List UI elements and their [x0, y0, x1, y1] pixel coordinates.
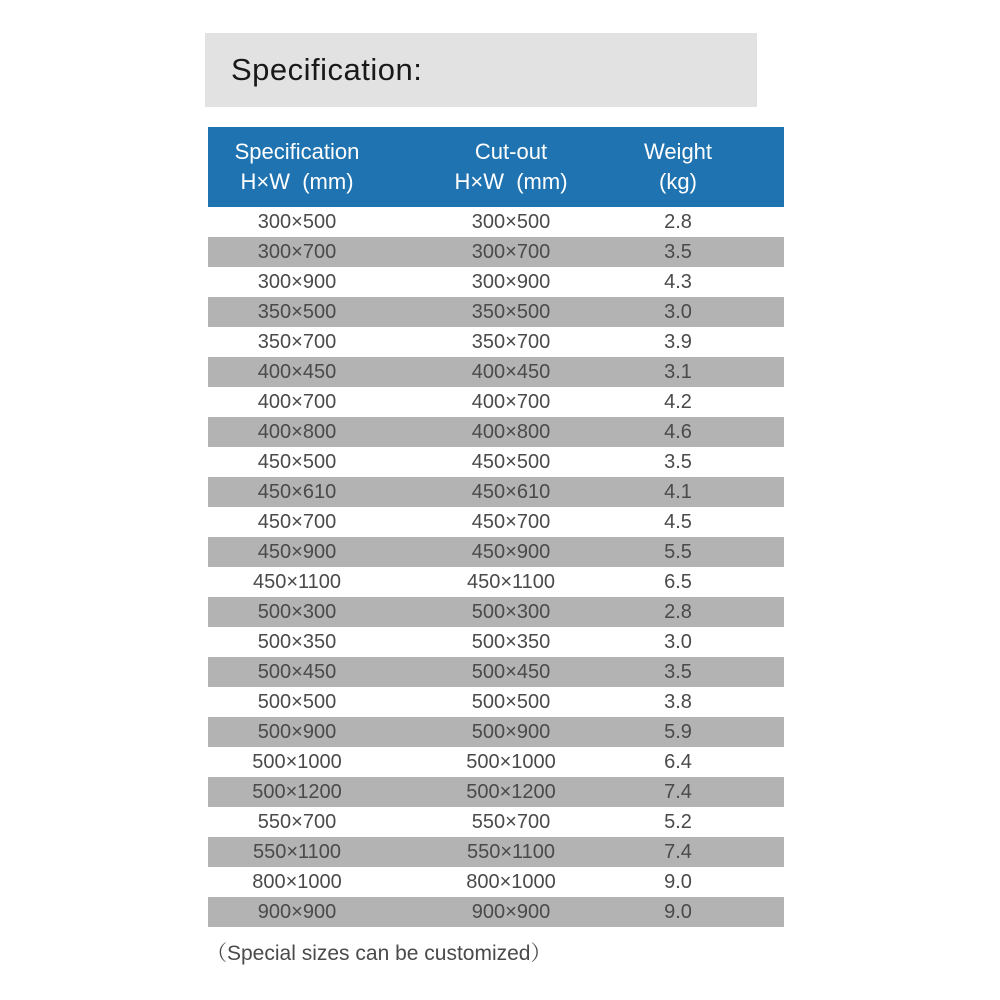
- spec-cell: 350×700: [257, 330, 337, 353]
- spec-cell: 400×800: [257, 420, 337, 443]
- spec-cell: 500×900: [257, 720, 337, 743]
- spec-cell: 550×700: [257, 810, 337, 833]
- column-header-weight: Weight (kg): [643, 139, 713, 194]
- table-row: [208, 657, 784, 687]
- spec-cell: 500×300: [257, 600, 337, 623]
- table-body: [208, 207, 784, 927]
- weight-cell: 3.8: [664, 690, 692, 713]
- table-row: [208, 537, 784, 567]
- cutout-cell: 450×1100: [466, 570, 556, 593]
- cutout-cell: 450×610: [471, 480, 551, 503]
- spec-cell: 450×900: [257, 540, 337, 563]
- weight-cell: 5.2: [664, 810, 692, 833]
- weight-cell: 9.0: [664, 900, 692, 923]
- table-row: [208, 597, 784, 627]
- spec-cell: 400×450: [257, 360, 337, 383]
- table-row: [208, 477, 784, 507]
- table-row: [208, 687, 784, 717]
- weight-cell: 3.5: [664, 240, 692, 263]
- weight-cell: 3.1: [664, 360, 692, 383]
- spec-cell: 300×700: [257, 240, 337, 263]
- weight-cell: 3.0: [664, 630, 692, 653]
- weight-cell: 4.2: [664, 390, 692, 413]
- spec-cell: 500×1200: [252, 780, 342, 803]
- table-row: [208, 207, 784, 237]
- table-row: [208, 897, 784, 927]
- table-row: [208, 417, 784, 447]
- table-row: [208, 807, 784, 837]
- spec-cell: 900×900: [257, 900, 337, 923]
- spec-cell: 450×610: [257, 480, 337, 503]
- table-row: [208, 627, 784, 657]
- table-row: [208, 327, 784, 357]
- weight-cell: 7.4: [664, 840, 692, 863]
- cutout-cell: 350×700: [471, 330, 551, 353]
- table-row: [208, 507, 784, 537]
- spec-cell: 500×450: [257, 660, 337, 683]
- weight-cell: 2.8: [664, 210, 692, 233]
- cutout-cell: 550×1100: [466, 840, 556, 863]
- table-row: [208, 447, 784, 477]
- cutout-cell: 400×700: [471, 390, 551, 413]
- cutout-cell: 450×500: [471, 450, 551, 473]
- table-row: [208, 837, 784, 867]
- spec-cell: 550×1100: [252, 840, 342, 863]
- spec-cell: 300×500: [257, 210, 337, 233]
- cutout-cell: 500×500: [471, 690, 551, 713]
- page-title: Specification:: [231, 52, 423, 87]
- weight-cell: 3.5: [664, 660, 692, 683]
- weight-cell: 5.9: [664, 720, 692, 743]
- table-row: [208, 747, 784, 777]
- cutout-cell: 450×700: [471, 510, 551, 533]
- weight-cell: 2.8: [664, 600, 692, 623]
- spec-cell: 500×1000: [252, 750, 342, 773]
- weight-cell: 3.5: [664, 450, 692, 473]
- cutout-cell: 400×450: [471, 360, 551, 383]
- weight-cell: 6.4: [664, 750, 692, 773]
- cutout-cell: 350×500: [471, 300, 551, 323]
- cutout-cell: 300×900: [471, 270, 551, 293]
- section-title-bar: [205, 33, 757, 107]
- table-row: [208, 237, 784, 267]
- spec-cell: 800×1000: [252, 870, 342, 893]
- table-row: [208, 717, 784, 747]
- cutout-cell: 450×900: [471, 540, 551, 563]
- spec-cell: 300×900: [257, 270, 337, 293]
- spec-cell: 450×1100: [252, 570, 342, 593]
- weight-cell: 3.0: [664, 300, 692, 323]
- weight-cell: 9.0: [664, 870, 692, 893]
- cutout-cell: 500×450: [471, 660, 551, 683]
- spec-cell: 400×700: [257, 390, 337, 413]
- cutout-cell: 500×900: [471, 720, 551, 743]
- table-header-row: [208, 127, 784, 207]
- weight-cell: 6.5: [664, 570, 692, 593]
- table-row: [208, 387, 784, 417]
- weight-cell: 4.1: [664, 480, 692, 503]
- column-header-specification: Specification H×W (mm): [234, 139, 360, 194]
- cutout-cell: 500×1000: [466, 750, 556, 773]
- cutout-cell: 500×300: [471, 600, 551, 623]
- table-row: [208, 267, 784, 297]
- specification-table: [208, 127, 784, 927]
- spec-cell: 450×700: [257, 510, 337, 533]
- table-row: [208, 777, 784, 807]
- weight-cell: 5.5: [664, 540, 692, 563]
- cutout-cell: 300×700: [471, 240, 551, 263]
- cutout-cell: 800×1000: [466, 870, 556, 893]
- weight-cell: 7.4: [664, 780, 692, 803]
- table-row: [208, 297, 784, 327]
- cutout-cell: 500×1200: [466, 780, 556, 803]
- cutout-cell: 550×700: [471, 810, 551, 833]
- customization-note: （Special sizes can be customized）: [206, 942, 552, 965]
- weight-cell: 3.9: [664, 330, 692, 353]
- weight-cell: 4.6: [664, 420, 692, 443]
- spec-cell: 450×500: [257, 450, 337, 473]
- weight-cell: 4.3: [664, 270, 692, 293]
- weight-cell: 4.5: [664, 510, 692, 533]
- cutout-cell: 900×900: [471, 900, 551, 923]
- spec-cell: 500×500: [257, 690, 337, 713]
- column-header-cutout: Cut-out H×W (mm): [454, 139, 568, 194]
- spec-cell: 350×500: [257, 300, 337, 323]
- table-row: [208, 867, 784, 897]
- cutout-cell: 500×350: [471, 630, 551, 653]
- table-row: [208, 357, 784, 387]
- table-row: [208, 567, 784, 597]
- cutout-cell: 400×800: [471, 420, 551, 443]
- spec-cell: 500×350: [257, 630, 337, 653]
- cutout-cell: 300×500: [471, 210, 551, 233]
